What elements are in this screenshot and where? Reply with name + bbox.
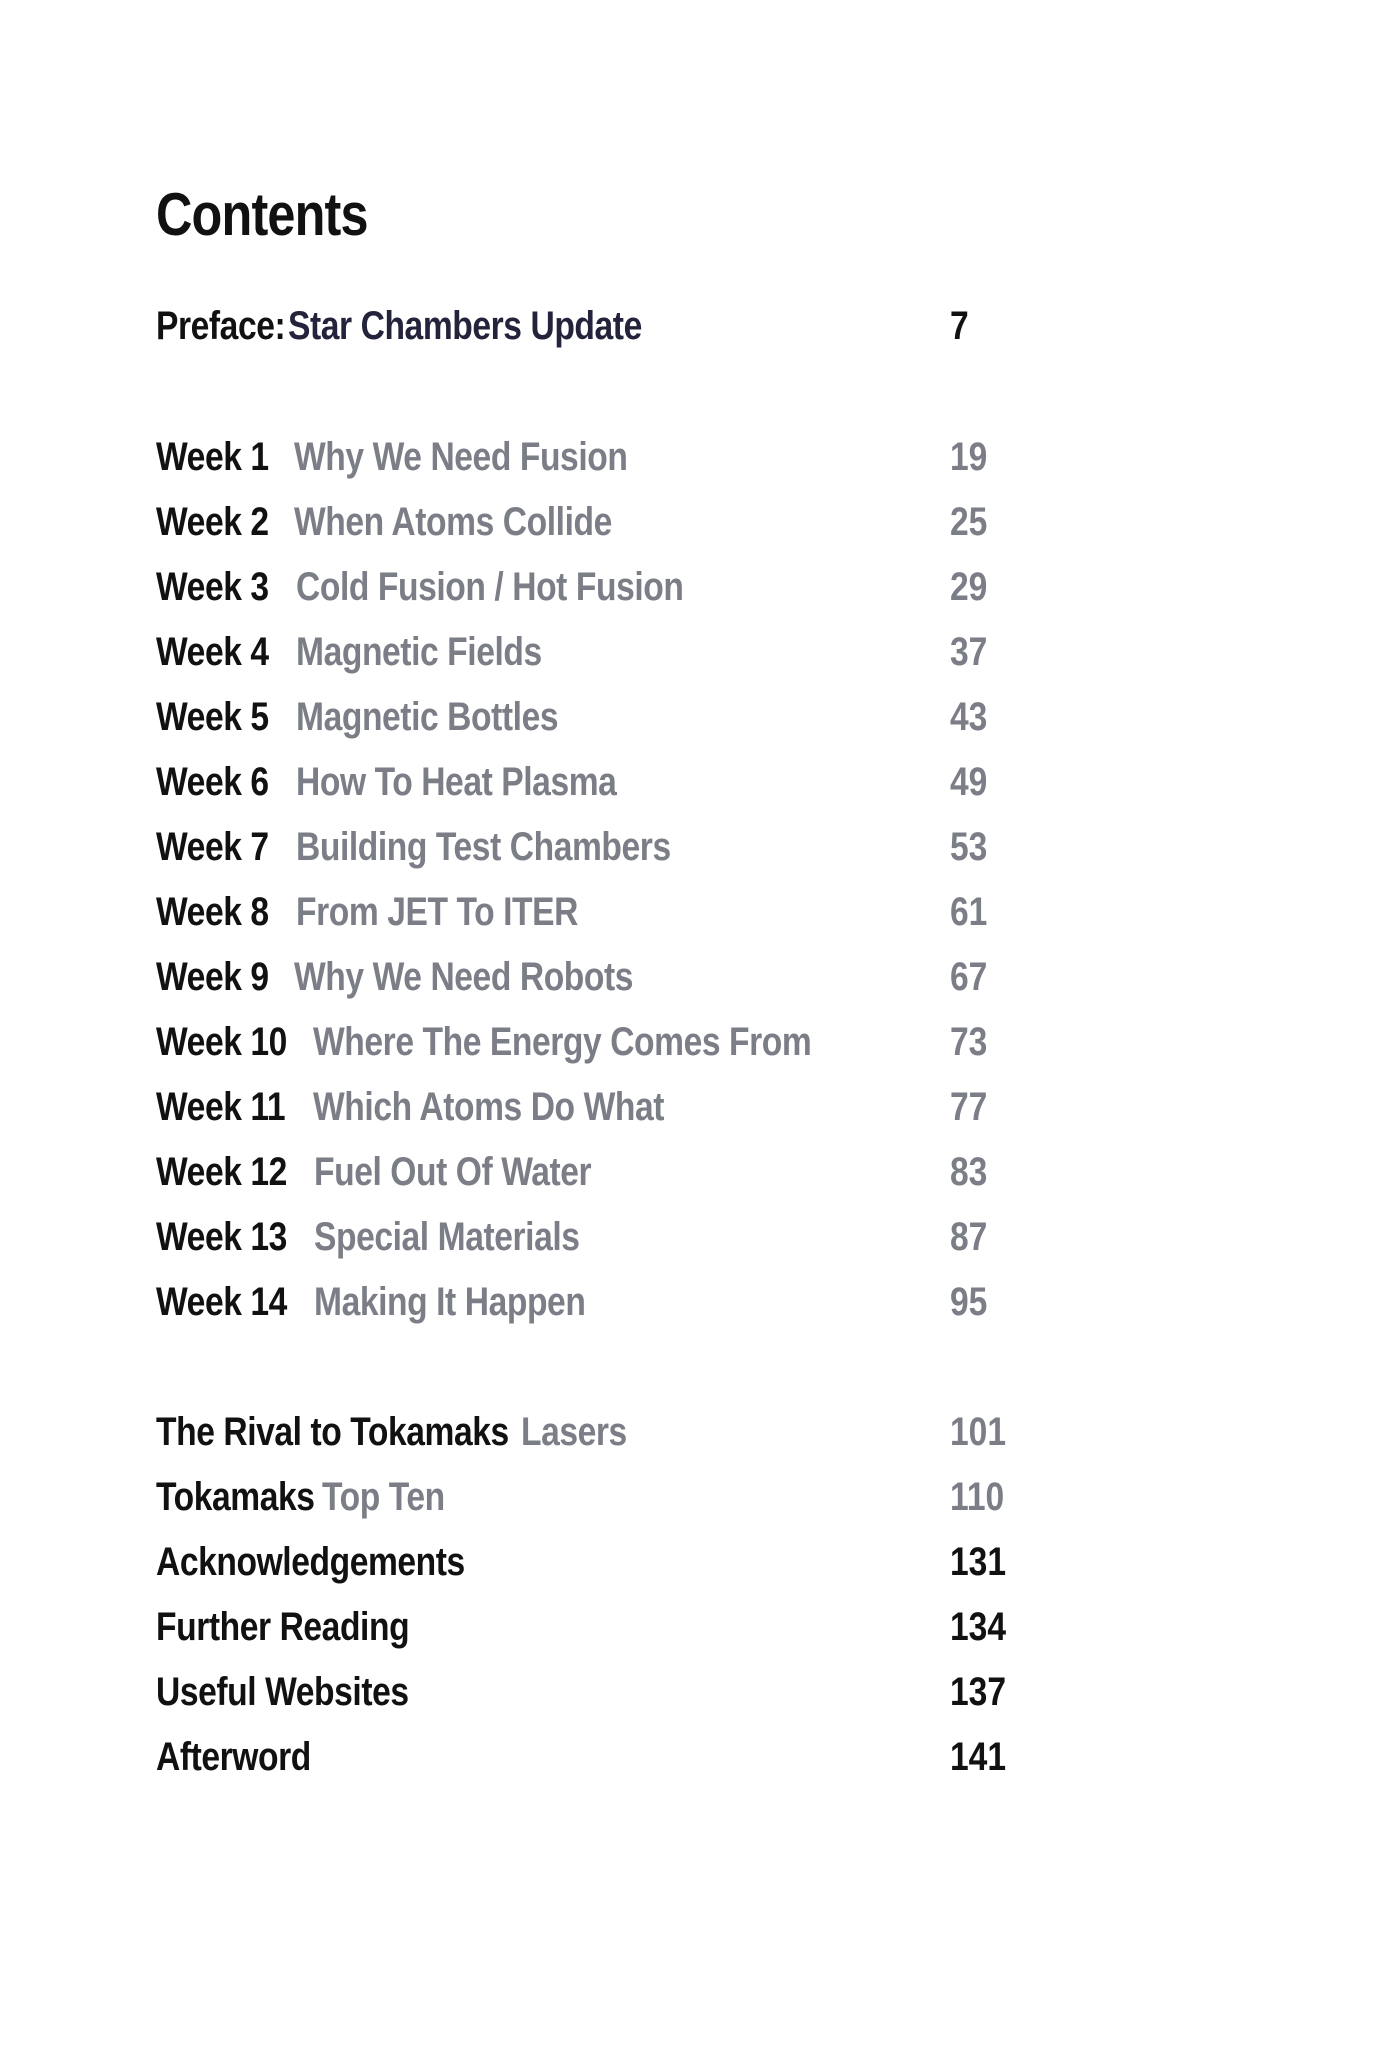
toc-entry-title: Why We Need Robots xyxy=(294,955,634,999)
toc-entry-title: Fuel Out Of Water xyxy=(314,1150,592,1194)
toc-week-label: Week 2 xyxy=(156,500,269,544)
toc-entry-title: Top Ten xyxy=(322,1475,445,1519)
toc-entry-week-7[interactable] xyxy=(156,825,1026,875)
toc-entry-further-reading[interactable] xyxy=(156,1605,1026,1655)
page-title: Contents xyxy=(156,181,368,248)
toc-entry-label: Further Reading xyxy=(156,1605,410,1649)
toc-page-number: 37 xyxy=(950,630,988,674)
toc-page-number: 101 xyxy=(950,1410,1007,1454)
toc-entry-preface[interactable] xyxy=(156,304,1026,354)
toc-page-number: 19 xyxy=(950,435,988,479)
toc-week-label: Week 9 xyxy=(156,955,269,999)
toc-entry-title: Where The Energy Comes From xyxy=(313,1020,812,1064)
toc-page-number: 110 xyxy=(950,1475,1005,1519)
toc-entry-week-8[interactable] xyxy=(156,890,1026,940)
toc-week-label: Week 14 xyxy=(156,1280,287,1324)
toc-entry-useful-websites[interactable] xyxy=(156,1670,1026,1720)
toc-entry-week-10[interactable] xyxy=(156,1020,1026,1070)
toc-entry-title: Why We Need Fusion xyxy=(294,435,628,479)
toc-entry-title: How To Heat Plasma xyxy=(296,760,617,804)
toc-entry-week-11[interactable] xyxy=(156,1085,1026,1135)
toc-page-number: 131 xyxy=(950,1540,1007,1584)
toc-week-label: Week 10 xyxy=(156,1020,287,1064)
toc-page-number: 67 xyxy=(950,955,988,999)
toc-entry-week-9[interactable] xyxy=(156,955,1026,1005)
toc-page-number: 73 xyxy=(950,1020,988,1064)
toc-entry-title: Building Test Chambers xyxy=(296,825,671,869)
toc-entry-title: Making It Happen xyxy=(314,1280,586,1324)
toc-week-label: Week 1 xyxy=(156,435,269,479)
toc-page-number: 7 xyxy=(950,304,969,348)
toc-entry-title: From JET To ITER xyxy=(296,890,579,934)
toc-entry-label: Useful Websites xyxy=(156,1670,409,1714)
toc-entry-title: Cold Fusion / Hot Fusion xyxy=(296,565,684,609)
toc-entry-afterword[interactable] xyxy=(156,1735,1026,1785)
toc-week-label: Week 5 xyxy=(156,695,269,739)
toc-page-number: 134 xyxy=(950,1605,1007,1649)
toc-page-number: 53 xyxy=(950,825,988,869)
toc-page-number: 87 xyxy=(950,1215,988,1259)
toc-entry-week-13[interactable] xyxy=(156,1215,1026,1265)
toc-entry-label: The Rival to Tokamaks xyxy=(156,1410,509,1454)
toc-page-number: 141 xyxy=(950,1735,1007,1779)
toc-entry-week-14[interactable] xyxy=(156,1280,1026,1330)
toc-page-number: 29 xyxy=(950,565,988,609)
toc-entry-week-5[interactable] xyxy=(156,695,1026,745)
toc-entry-title: Star Chambers Update xyxy=(288,304,642,348)
toc-week-label: Week 3 xyxy=(156,565,269,609)
toc-week-label: Week 4 xyxy=(156,630,269,674)
toc-page-number: 49 xyxy=(950,760,988,804)
toc-week-label: Week 12 xyxy=(156,1150,287,1194)
toc-week-label: Week 6 xyxy=(156,760,269,804)
toc-entry-label: Tokamaks xyxy=(156,1475,315,1519)
toc-page-number: 95 xyxy=(950,1280,988,1324)
toc-entry-title: Special Materials xyxy=(314,1215,580,1259)
toc-entry-label: Preface: xyxy=(156,304,286,348)
toc-entry-week-6[interactable] xyxy=(156,760,1026,810)
toc-week-label: Week 8 xyxy=(156,890,269,934)
toc-entry-label: Acknowledgements xyxy=(156,1540,465,1584)
toc-entry-label: Afterword xyxy=(156,1735,311,1779)
toc-entry-week-4[interactable] xyxy=(156,630,1026,680)
toc-page-number: 25 xyxy=(950,500,988,544)
toc-page-number: 77 xyxy=(950,1085,988,1129)
toc-entry-title: Magnetic Fields xyxy=(296,630,542,674)
toc-entry-title: When Atoms Collide xyxy=(294,500,612,544)
toc-week-label: Week 11 xyxy=(156,1085,286,1129)
toc-entry-rival-to-tokamaks[interactable] xyxy=(156,1410,1026,1460)
toc-week-label: Week 13 xyxy=(156,1215,287,1259)
toc-entry-title: Magnetic Bottles xyxy=(296,695,559,739)
toc-entry-week-2[interactable] xyxy=(156,500,1026,550)
toc-entry-acknowledgements[interactable] xyxy=(156,1540,1026,1590)
toc-entry-title: Which Atoms Do What xyxy=(313,1085,665,1129)
toc-entry-week-3[interactable] xyxy=(156,565,1026,615)
toc-entry-tokamaks-top-ten[interactable] xyxy=(156,1475,1026,1525)
toc-week-label: Week 7 xyxy=(156,825,269,869)
toc-page-number: 61 xyxy=(950,890,988,934)
toc-entry-title: Lasers xyxy=(521,1410,627,1454)
toc-entry-week-12[interactable] xyxy=(156,1150,1026,1200)
toc-entry-week-1[interactable] xyxy=(156,435,1026,485)
toc-page-number: 43 xyxy=(950,695,988,739)
toc-page-number: 83 xyxy=(950,1150,988,1194)
toc-page-number: 137 xyxy=(950,1670,1007,1714)
